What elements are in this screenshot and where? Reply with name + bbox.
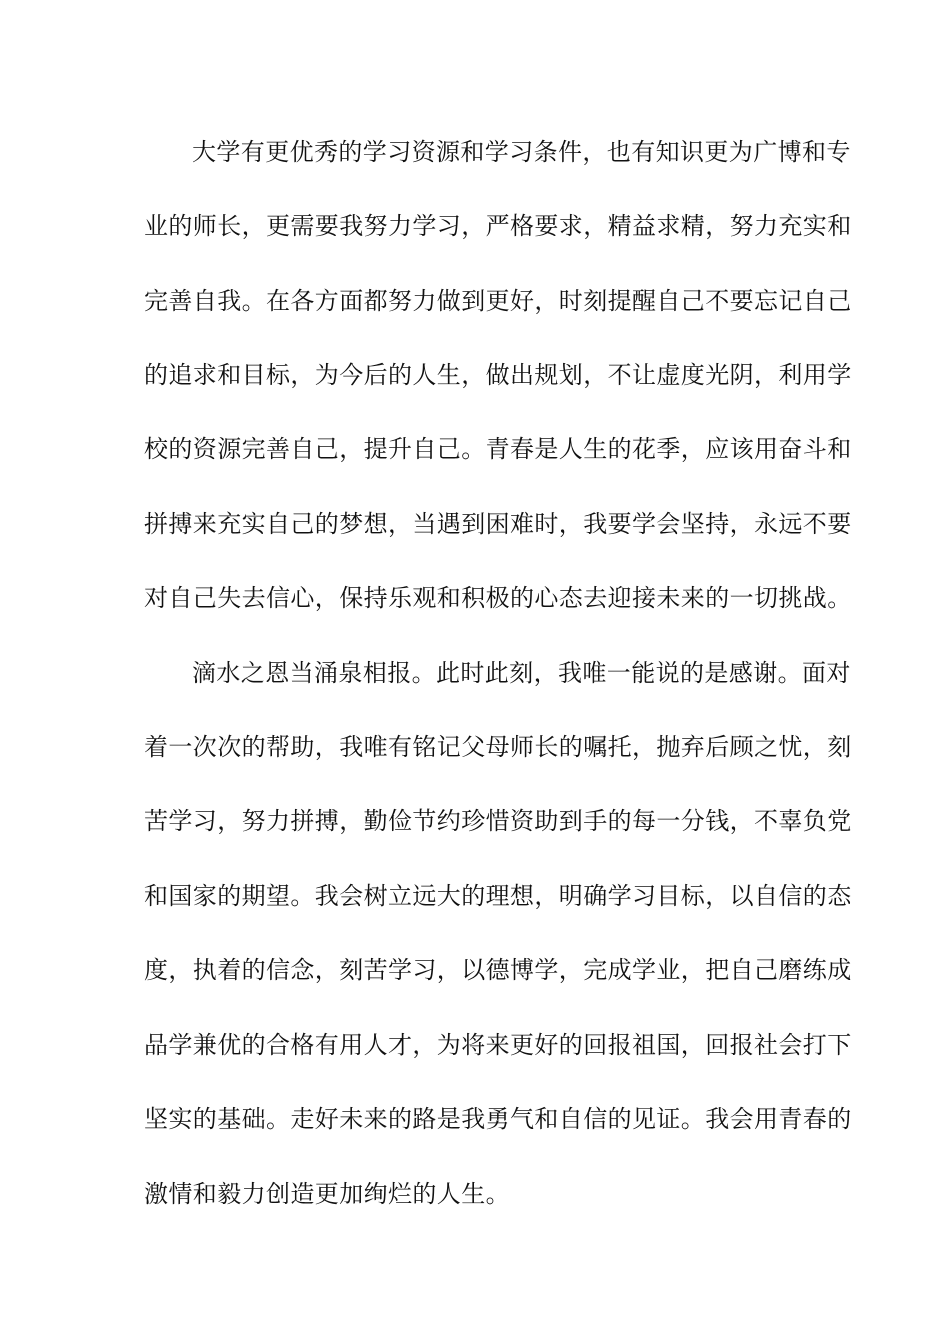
paragraph-1-line-6: 拼搏来充实自己的梦想，当遇到困难时，我要学会坚持，永远不要 [144, 510, 852, 538]
paragraph-2-line-1: 滴水之恩当涌泉相报。此时此刻，我唯一能说的是感谢。面对 [192, 659, 851, 687]
paragraph-1-line-5: 校的资源完善自己，提升自己。青春是人生的花季，应该用奋斗和 [144, 435, 852, 463]
paragraph-1-line-7: 对自己失去信心，保持乐观和积极的心态去迎接未来的一切挑战。 [144, 584, 852, 612]
paragraph-1-line-4: 的追求和目标，为今后的人生，做出规划，不让虚度光阴，利用学 [144, 361, 852, 389]
paragraph-2-line-4: 和国家的期望。我会树立远大的理想，明确学习目标，以自信的态 [144, 882, 852, 910]
paragraph-1-line-2: 业的师长，更需要我努力学习，严格要求，精益求精，努力充实和 [144, 212, 852, 240]
paragraph-2-line-2: 着一次次的帮助，我唯有铭记父母师长的嘱托，抛弃后顾之忧，刻 [144, 733, 852, 761]
paragraph-1-line-3: 完善自我。在各方面都努力做到更好，时刻提醒自己不要忘记自己 [144, 287, 852, 315]
paragraph-1-line-1: 大学有更优秀的学习资源和学习条件，也有知识更为广博和专 [192, 138, 851, 166]
paragraph-2-line-3: 苦学习，努力拼搏，勤俭节约珍惜资助到手的每一分钱，不辜负党 [144, 807, 852, 835]
paragraph-2-line-7: 坚实的基础。走好未来的路是我勇气和自信的见证。我会用青春的 [144, 1105, 852, 1133]
paragraph-2-line-5: 度，执着的信念，刻苦学习，以德博学，完成学业，把自己磨练成 [144, 956, 852, 984]
paragraph-2-line-6: 品学兼优的合格有用人才，为将来更好的回报祖国，回报社会打下 [144, 1031, 852, 1059]
paragraph-2-line-8: 激情和毅力创造更加绚烂的人生。 [144, 1180, 510, 1208]
